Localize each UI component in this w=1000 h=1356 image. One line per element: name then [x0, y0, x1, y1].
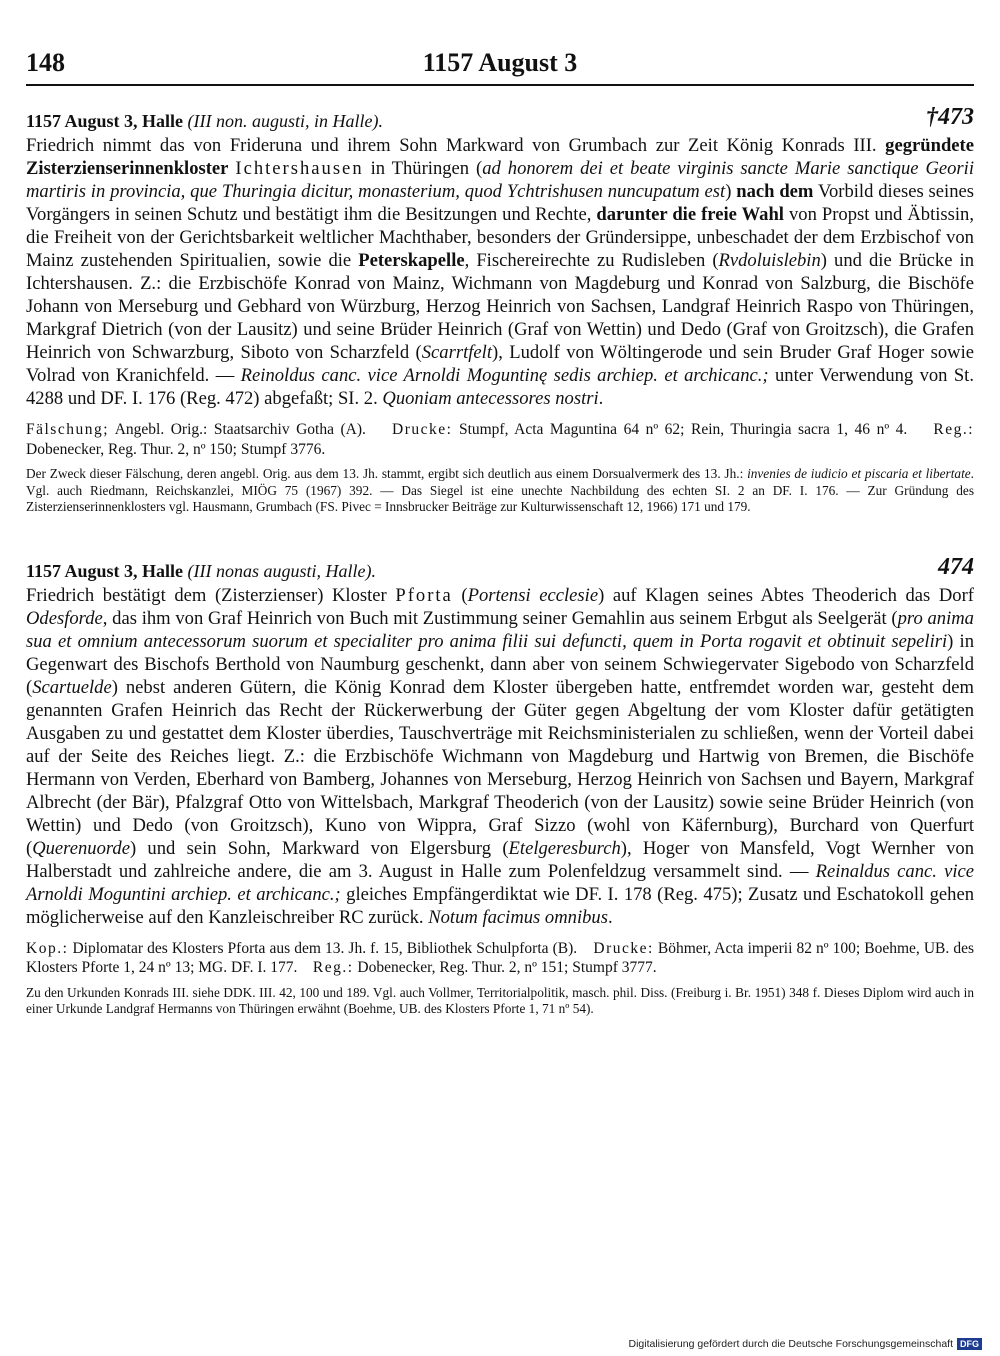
- entry-date-place: 1157 August 3, Halle: [26, 560, 184, 581]
- place-name: Pforta: [395, 584, 453, 606]
- body-text: Friedrich bestätigt dem (Zisterzienser) Kloster: [26, 584, 387, 606]
- body-text: , das ihm von Graf Heinrich von Buch mit Zustimmung seiner Gemahlin aus seinem Erbgut als Seelgerät (: [102, 607, 898, 629]
- entry-notes: [26, 985, 974, 1018]
- body-text: von Propst und Äbtissin, die Freiheit von der Gerichtsbarkeit weltlicher Machthaber,: [26, 204, 974, 248]
- body-text: ) in Gegenwart des Bischofs Berthold von Naumburg geschenkt, dann aber von seinem Schwiegervater Sigebodo von Scharzfeld (: [26, 630, 974, 698]
- regest-entry-473: [26, 104, 975, 516]
- body-text: ), Ludolf von Wöltingerode und sein Bruder Graf Hoger sowie Volrad von Kranichfeld. —: [26, 342, 974, 386]
- body-text: Vorbild dieses seines Vorgängers in seinen Schutz und bestätigt ihm die Besitzungen und Rechte,: [26, 181, 974, 225]
- source-label: Fälschung;: [26, 421, 110, 438]
- note-text: Zu den Urkunden Konrads III. siehe DDK. III. 42, 100 und 189. Vgl. auch Vollmer, Territorialpolitik, masch. phil. Diss. (Freiburg i. Br. 1951) 348 f. Dieses Diplom wird auch in einer Urkunde Landgraf Hermanns von Thüringen erwähnt (Boehme, UB. des Klosters Pforte 1, 71 nº 54).: [26, 984, 974, 1016]
- body-text: gegründete Zisterzienserinnenkloster: [26, 135, 974, 179]
- place-name: Odesforde: [26, 607, 103, 629]
- body-text: ) und die Brücke in Ichtershausen. Z.: die Erzbischöfe Konrad von Mainz, Wichmann von Magdeburg und Konrad von Salzburg, die Bischöfe Johann von Merseburg und Gebhard von Würzburg, Herzog Heinrich von Sachsen, Landgraf Heinrich Raspo von Thüringen, Markgraf Dietrich (von der Lausitz) und seine Brüder Heinrich (Graf von Wettin) und Dedo (Graf von Groitzsch), die Grafen Heinrich von Schwarzburg, Siboto von Scharzfeld (: [26, 250, 974, 363]
- footer-text: Digitalisierung gefördert durch die Deutsche Forschungsgemeinschaft: [628, 1338, 953, 1350]
- body-text: (: [461, 584, 468, 606]
- incipit: Quoniam antecessores nostri: [382, 388, 599, 409]
- page: [26, 40, 974, 1018]
- body-text: in Thüringen (: [370, 158, 483, 179]
- body-text: nach dem: [736, 181, 814, 202]
- latin-place: Scarrtfelt: [421, 342, 492, 363]
- latin-quote: ad honorem dei et beate virginis sancte Marie sanctique Georii martiris in provincia, que Thuringia dicitur, monasterium, quod Ychtrishusen nuncupatum est: [26, 158, 974, 202]
- latin-place: Etelgeresburch: [508, 837, 621, 859]
- entry-number: †473: [926, 104, 974, 130]
- body-text: ) auf Klagen seines Abtes Theoderich das Dorf: [598, 584, 974, 606]
- entry-heading: [26, 553, 974, 584]
- note-text: Der Zweck dieser Fälschung, deren angebl. Orig. aus dem 13. Jh. stammt, ergibt sich deutlich aus einem Dorsualvermerk des 13. Jh.:: [26, 466, 748, 481]
- reg-text: Dobenecker, Reg. Thur. 2, nº 150; Stumpf 3776.: [26, 440, 326, 458]
- entry-body: [26, 584, 974, 929]
- body-text: Friedrich nimmt das von Frideruna und ihrem Sohn Markward von Grumbach zur Zeit König Konrads III.: [26, 135, 877, 156]
- body-text: besonders der Gründersippe, unbeschadet der dem Erzbischof von Mainz zustehenden Spiritualien, sowie die: [26, 227, 974, 271]
- body-text: darunter die freie Wahl: [596, 204, 784, 225]
- body-text: ), Hoger von Mansfeld, Vogt Wernher von Halberstadt und zahlreiche andere, die am 3. August in Halle zum Polenfeldzug versammelt sind. —: [26, 837, 975, 882]
- note-text: . Vgl. auch Riedmann, Reichskanzlei, MIÖG 75 (1967) 392. — Das Siegel ist eine unechte Nachbildung des echten SI. 2 an DF. I. 176. — Zur Gründung des Zisterzienserinnenklosters vgl. Hausmann, Grumbach (FS. Pivec = Innsbrucker Beiträge zur Kulturwissenschaft 12, 1966) 171 und 179.: [26, 466, 974, 514]
- body-text: Peterskapelle: [358, 250, 465, 271]
- latin-quote: Portensi ecclesie: [467, 584, 599, 606]
- running-title: 1157 August 3: [422, 48, 578, 77]
- body-text: .: [598, 388, 604, 409]
- prints-text: Böhmer, Acta imperii 82 nº 100; Boehme, UB. des Klosters Pforte 1, 24 nº 13; MG. DF. I. 177.: [26, 939, 974, 976]
- body-text: unter Verwendung von St. 4288 und DF. I. 176 (Reg. 472) abgefaßt; SI. 2.: [26, 365, 974, 409]
- chancery-note: Reinaldus canc. vice Arnoldi Moguntini archiep. et archicanc.;: [26, 860, 975, 905]
- entry-number: 474: [938, 553, 974, 580]
- reg-text: Dobenecker, Reg. Thur. 2, nº 151; Stumpf 3777.: [353, 959, 657, 976]
- place-name: Ichtershausen: [235, 158, 364, 179]
- latin-place: Scartuelde: [32, 676, 112, 698]
- entry-body: [26, 134, 974, 410]
- reg-label: Reg.:: [933, 421, 975, 438]
- body-text: ): [725, 181, 732, 202]
- latin-place: Querenuorde: [32, 837, 130, 859]
- dfg-logo: DFG: [957, 1338, 982, 1350]
- page-number: 148: [26, 48, 65, 77]
- regest-entry-474: [26, 553, 975, 1018]
- entry-sources: [26, 939, 974, 978]
- page-header: [26, 40, 974, 86]
- prints-text: Stumpf, Acta Maguntina 64 nº 62; Rein, Thuringia sacra 1, 46 nº 4.: [452, 421, 908, 438]
- body-text: ) nebst anderen Gütern, die König Konrad dem Kloster übergeben hatte, entfremdet worden war, gesteht dem genannten Grafen Heinrich das Recht der Rückerwerbung der Güter gegen Abgeltung der vom Kloster dafür getätigten Ausgaben zu und gestattet dem Kloster überdies, Tauschverträge mit Reichsministerialen zu schließen, wenn der Vorteil dabei auf der Seite des Reiches liegt. Z.: die Erzbischöfe Wichmann von Magdeburg und Hartwig von Bremen, die Bischöfe Hermann von Verden, Eberhard von Bamberg, Johannes von Merseburg, Herzog Heinrich von Sachsen und Bayern, Markgraf Albrecht (der Bär), Pfalzgraf Otto von Wittelsbach, Markgraf Theoderich (von der Lausitz) sowie seine Brüder Heinrich (von Wettin) und Dedo (von Groitzsch), Kuno von Wippra, Graf Sizzo (wohl von Käfernburg), Burchard von Querfurt (: [26, 676, 974, 859]
- source-label: Kop.:: [26, 939, 69, 957]
- entry-dating-clause: (III nonas augusti, Halle).: [183, 560, 377, 581]
- entry-dating-clause: (III non. augusti, in Halle).: [183, 111, 383, 131]
- body-text: .: [607, 906, 613, 928]
- entry-date-place: 1157 August 3, Halle: [26, 111, 184, 131]
- body-text: gleiches Empfängerdiktat wie DF. I. 178 (Reg. 475); Zusatz und Eschatokoll gehen möglicherweise auf den Kanzleischreiber RC zurück.: [26, 883, 975, 928]
- entry-heading: [26, 104, 974, 134]
- entry-notes: [26, 466, 974, 516]
- source-text: Angebl. Orig.: Staatsarchiv Gotha (A).: [109, 421, 366, 438]
- latin-place: Rvdoluislebin: [718, 250, 821, 271]
- digitization-footer: [628, 1338, 982, 1350]
- incipit: Notum facimus omnibus: [428, 906, 608, 928]
- note-latin: invenies de iudicio et piscaria et libertate: [747, 466, 971, 481]
- prints-label: Drucke:: [392, 421, 453, 438]
- reg-label: Reg.:: [312, 959, 354, 976]
- chancery-note: Reinoldus canc. vice Arnoldi Moguntinę sedis archiep. et archicanc.;: [240, 365, 769, 386]
- prints-label: Drucke:: [593, 939, 654, 957]
- body-text: , Fischereirechte zu Rudisleben (: [464, 250, 719, 271]
- latin-quote: pro anima sua et omnium antecessorum suorum et specialiter pro anima filii sui defuncti, quem in Porta rogavit et obtinuit sepeliri: [26, 607, 974, 652]
- entry-sources: [26, 420, 974, 459]
- body-text: ) und sein Sohn, Markward von Elgersburg (: [129, 837, 509, 859]
- source-text: Diplomatar des Klosters Pforta aus dem 13. Jh. f. 15, Bibliothek Schulpforta (B).: [68, 939, 578, 957]
